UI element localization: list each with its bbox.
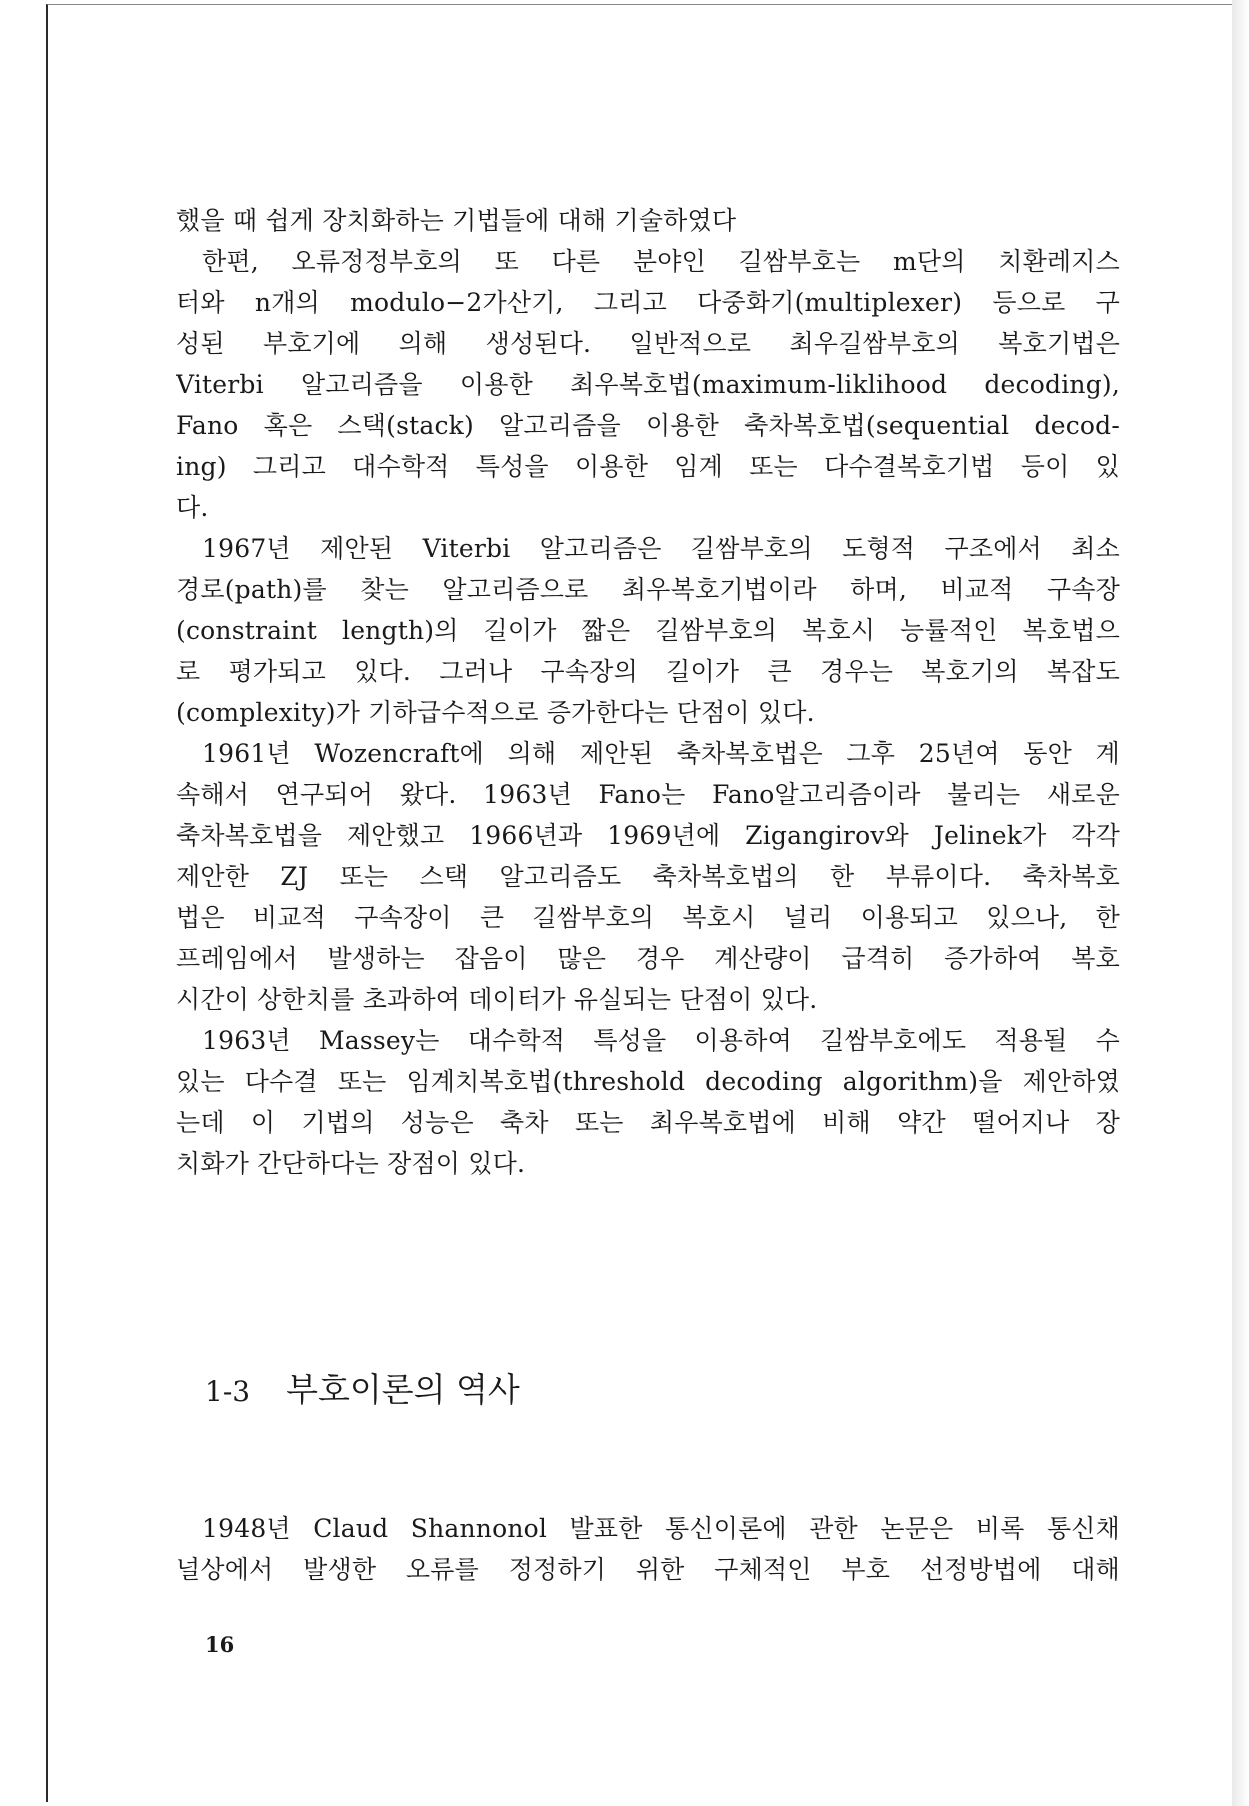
paragraph [176, 1020, 1120, 1184]
text-line: 1967년 제안된 Viterbi 알고리즘은 길쌈부호의 도형적 구조에서 최소 [202, 534, 1120, 563]
text-line: ing) 그리고 대수학적 특성을 이용한 임계 또는 다수결복호기법 등이 있 [176, 452, 1120, 481]
text-line: 성된 부호기에 의해 생성된다. 일반적으로 최우길쌈부호의 복호기법은 [176, 329, 1120, 358]
paragraph [176, 200, 1120, 241]
text-line: 제안한 ZJ 또는 스택 알고리즘도 축차복호법의 한 부류이다. 축차복호 [176, 862, 1120, 891]
text-line: 속해서 연구되어 왔다. 1963년 Fano는 Fano알고리즘이라 불리는 새로운 [176, 780, 1120, 809]
text-line: 있는 다수결 또는 임계치복호법(threshold decoding algorithm)을 제안하였 [176, 1067, 1120, 1096]
section-number: 1-3 [205, 1375, 251, 1408]
text-line: 1963년 Massey는 대수학적 특성을 이용하여 길쌈부호에도 적용될 수 [202, 1026, 1120, 1055]
text-line: 축차복호법을 제안했고 1966년과 1969년에 Zigangirov와 Jelinek가 각각 [176, 821, 1120, 850]
text-line: 치화가 간단하다는 장점이 있다. [176, 1149, 526, 1178]
paragraph [176, 1508, 1120, 1590]
section-title: 부호이론의 역사 [286, 1370, 520, 1409]
text-line: 로 평가되고 있다. 그러나 구속장의 길이가 큰 경우는 복호기의 복잡도 [176, 657, 1120, 686]
body-text-bottom [176, 1508, 1120, 1590]
text-line: 터와 n개의 modulo−2가산기, 그리고 다중화기(multiplexer) 등으로 구 [176, 288, 1120, 317]
text-line: (complexity)가 기하급수적으로 증가한다는 단점이 있다. [176, 698, 815, 727]
body-text-top [176, 200, 1120, 1184]
page-number: 16 [205, 1632, 235, 1657]
text-line: 다. [176, 493, 209, 522]
text-line: 했을 때 쉽게 장치화하는 기법들에 대해 기술하였다 [176, 206, 737, 235]
text-line: 는데 이 기법의 성능은 축차 또는 최우복호법에 비해 약간 떨어지나 장 [176, 1108, 1120, 1137]
page-edge-shadow [1232, 0, 1249, 1806]
section-heading [205, 1368, 520, 1414]
text-line: 프레임에서 발생하는 잡음이 많은 경우 계산량이 급격히 증가하여 복호 [176, 944, 1120, 973]
text-line: Fano 혹은 스택(stack) 알고리즘을 이용한 축차복호법(sequential decod- [176, 411, 1120, 440]
text-line: 시간이 상한치를 초과하여 데이터가 유실되는 단점이 있다. [176, 985, 818, 1014]
text-line: 한편, 오류정정부호의 또 다른 분야인 길쌈부호는 m단의 치환레지스 [202, 247, 1120, 276]
text-line: 경로(path)를 찾는 알고리즘으로 최우복호기법이라 하며, 비교적 구속장 [176, 575, 1120, 604]
text-line: (constraint length)의 길이가 짧은 길쌈부호의 복호시 능률적인 복호법으 [176, 616, 1120, 645]
paragraph [176, 733, 1120, 1020]
text-line: 널상에서 발생한 오류를 정정하기 위한 구체적인 부호 선정방법에 대해 [176, 1555, 1120, 1584]
text-line: Viterbi 알고리즘을 이용한 최우복호법(maximum-liklihood decoding), [176, 370, 1120, 399]
paragraph [176, 241, 1120, 528]
text-line: 법은 비교적 구속장이 큰 길쌈부호의 복호시 널리 이용되고 있으나, 한 [176, 903, 1120, 932]
paragraph [176, 528, 1120, 733]
text-line: 1961년 Wozencraft에 의해 제안된 축차복호법은 그후 25년여 동안 계 [202, 739, 1120, 768]
text-line: 1948년 Claud Shannonol 발표한 통신이론에 관한 논문은 비록 통신채 [202, 1514, 1120, 1543]
